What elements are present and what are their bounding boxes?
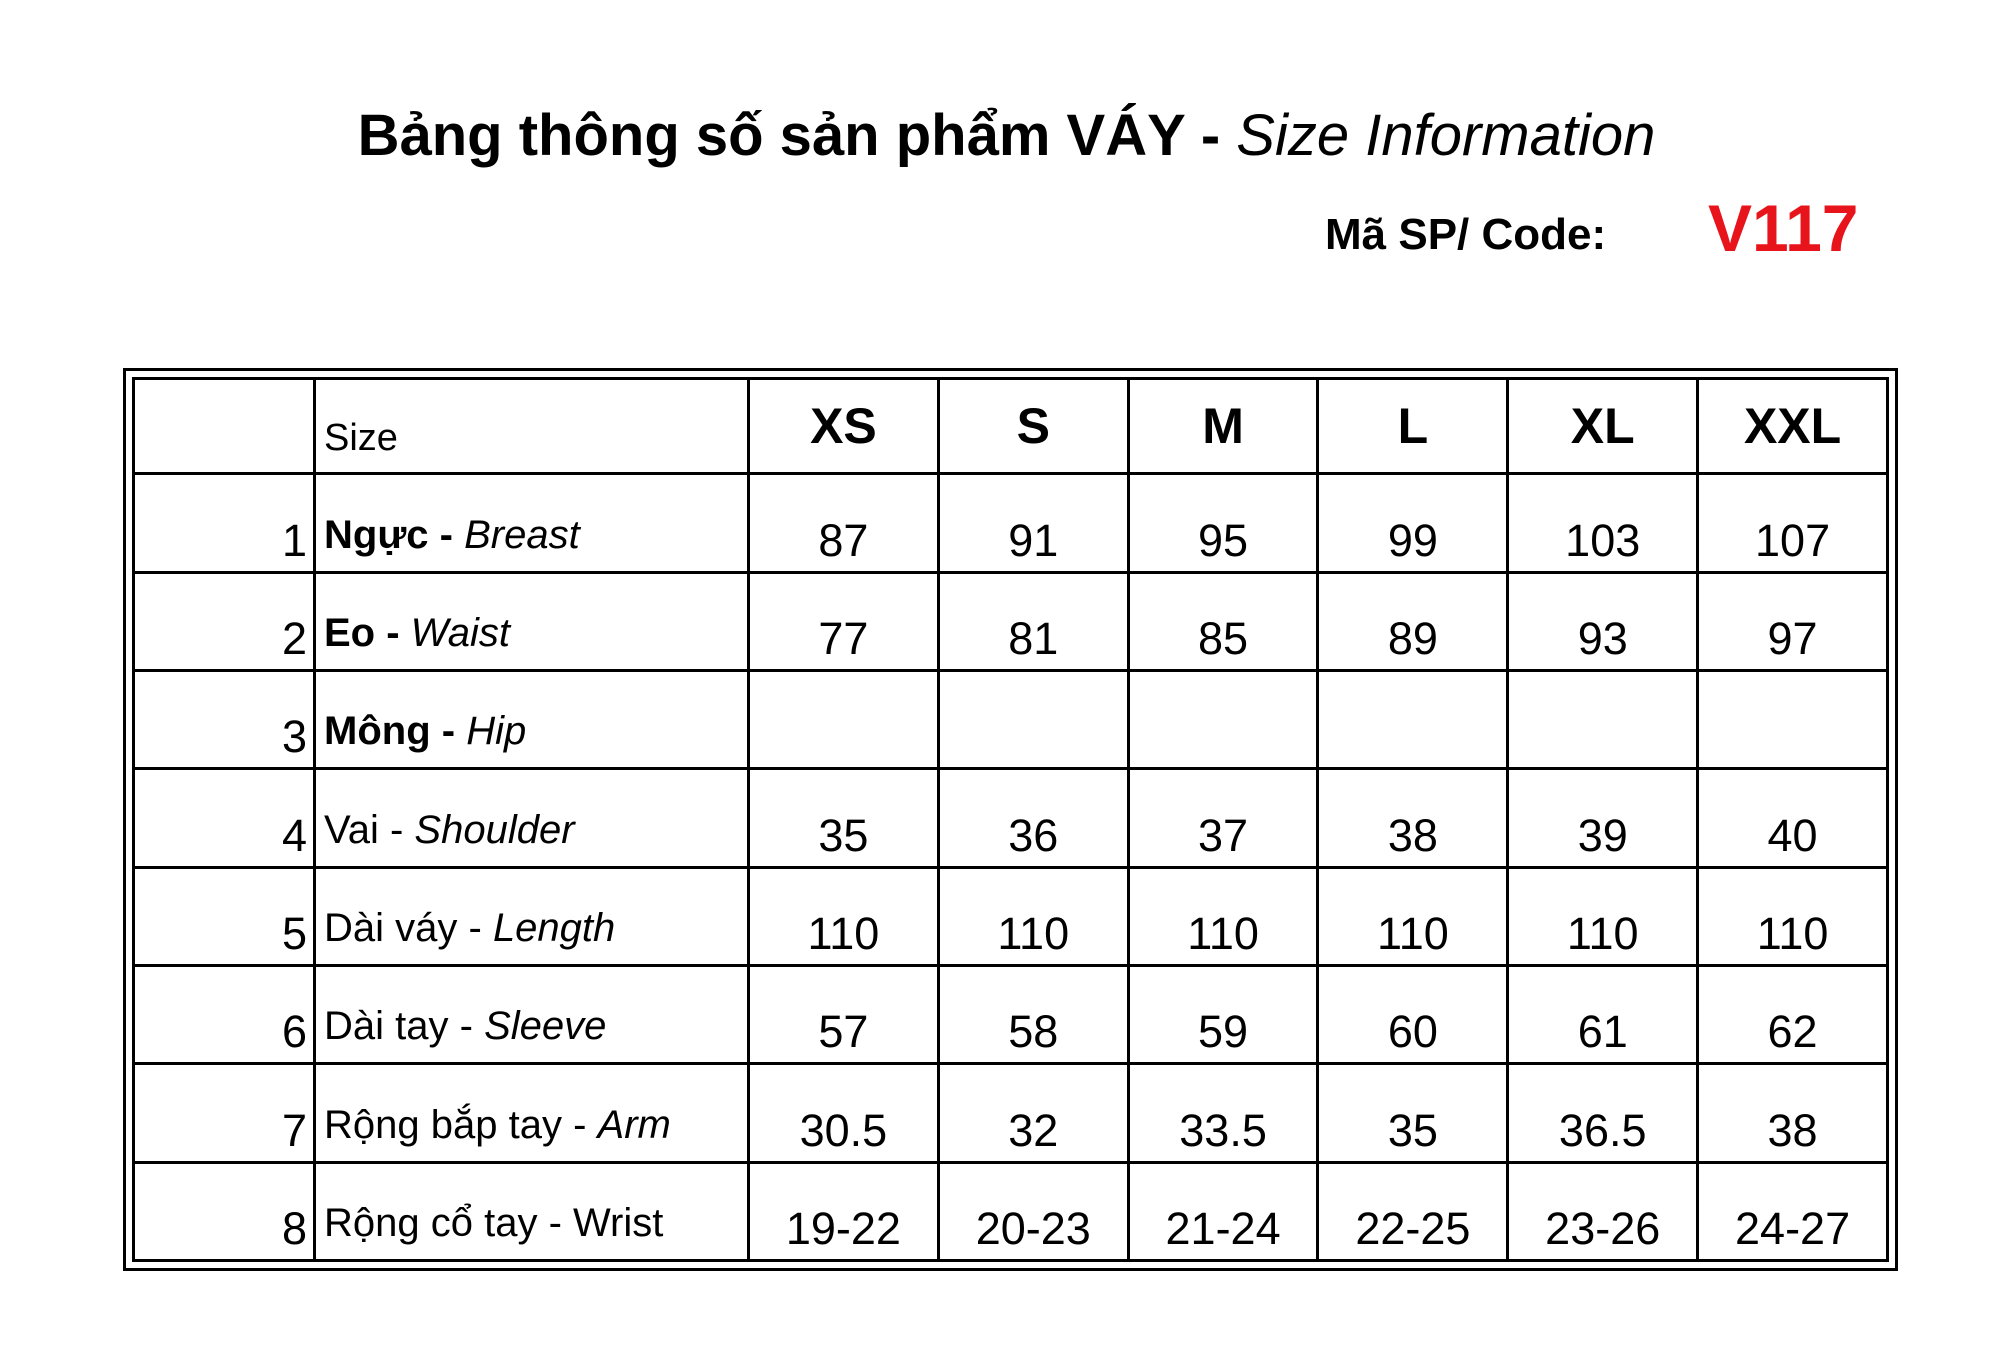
measurement-value: 32 (938, 1064, 1128, 1162)
row-number: 1 (134, 474, 315, 572)
measurement-label (315, 1162, 749, 1260)
measurement-value: 62 (1698, 965, 1888, 1063)
measurement-value: 99 (1318, 474, 1508, 572)
size-header-m: M (1128, 379, 1318, 474)
table-row (134, 1064, 1888, 1162)
measurement-label-vi: Rộng cổ tay - (324, 1201, 562, 1245)
measurement-value: 23-26 (1508, 1162, 1698, 1260)
measurement-value (938, 670, 1128, 768)
measurement-value: 103 (1508, 474, 1698, 572)
measurement-label (315, 769, 749, 867)
measurement-value: 20-23 (938, 1162, 1128, 1260)
measurement-label (315, 670, 749, 768)
measurement-value: 35 (749, 769, 939, 867)
measurement-value: 93 (1508, 572, 1698, 670)
measurement-value: 60 (1318, 965, 1508, 1063)
measurement-label-vi: Vai - (324, 807, 404, 852)
measurement-value: 61 (1508, 965, 1698, 1063)
title-vietnamese: Bảng thông số sản phẩm VÁY - (357, 103, 1221, 168)
title-english: Size Information (1236, 103, 1656, 168)
measurement-value: 35 (1318, 1064, 1508, 1162)
measurement-label-en: Hip (466, 709, 527, 754)
measurement-value: 40 (1698, 769, 1888, 867)
measurement-value: 89 (1318, 572, 1508, 670)
measurement-label-en: Arm (597, 1102, 671, 1147)
measurement-value: 59 (1128, 965, 1318, 1063)
measurement-value: 107 (1698, 474, 1888, 572)
row-number: 3 (134, 670, 315, 768)
measurement-value: 36.5 (1508, 1064, 1698, 1162)
table-header-row (134, 379, 1888, 474)
measurement-value (1508, 670, 1698, 768)
measurement-label (315, 1064, 749, 1162)
measurement-label-vi: Eo - (324, 610, 400, 655)
table-row (134, 867, 1888, 965)
table-row (134, 1162, 1888, 1260)
measurement-value: 87 (749, 474, 939, 572)
measurement-value: 30.5 (749, 1064, 939, 1162)
measurement-value: 39 (1508, 769, 1698, 867)
table-row (134, 769, 1888, 867)
size-table-frame (123, 368, 1898, 1271)
measurement-value: 19-22 (749, 1162, 939, 1260)
measurement-label-vi: Ngực - (324, 512, 453, 557)
measurement-label-en: Sleeve (484, 1004, 607, 1049)
measurement-value: 97 (1698, 572, 1888, 670)
row-number: 5 (134, 867, 315, 965)
table-row (134, 670, 1888, 768)
measurement-label (315, 572, 749, 670)
table-row (134, 572, 1888, 670)
measurement-value: 24-27 (1698, 1162, 1888, 1260)
measurement-value (1698, 670, 1888, 768)
measurement-label-en: Wrist (573, 1201, 664, 1245)
size-table (132, 377, 1889, 1262)
measurement-value (1318, 670, 1508, 768)
measurement-value: 110 (749, 867, 939, 965)
size-header-s: S (938, 379, 1128, 474)
measurement-value: 85 (1128, 572, 1318, 670)
size-header-xxl: XXL (1698, 379, 1888, 474)
measurement-value: 110 (938, 867, 1128, 965)
row-number: 7 (134, 1064, 315, 1162)
row-number: 8 (134, 1162, 315, 1260)
size-header-label: Size (315, 379, 749, 474)
measurement-value: 77 (749, 572, 939, 670)
measurement-value: 110 (1318, 867, 1508, 965)
product-code-value: V117 (1708, 191, 1859, 265)
measurement-value: 58 (938, 965, 1128, 1063)
measurement-value (749, 670, 939, 768)
row-number: 6 (134, 965, 315, 1063)
measurement-value: 110 (1508, 867, 1698, 965)
measurement-label-vi: Dài tay - (324, 1004, 473, 1049)
measurement-label-en: Breast (464, 512, 580, 557)
size-header-l: L (1318, 379, 1508, 474)
table-row (134, 474, 1888, 572)
measurement-label-en: Shoulder (414, 807, 575, 852)
measurement-value: 21-24 (1128, 1162, 1318, 1260)
measurement-label (315, 867, 749, 965)
measurement-value: 33.5 (1128, 1064, 1318, 1162)
measurement-value: 37 (1128, 769, 1318, 867)
measurement-value: 91 (938, 474, 1128, 572)
size-header-xs: XS (749, 379, 939, 474)
header-empty-cell (134, 379, 315, 474)
row-number: 2 (134, 572, 315, 670)
measurement-label-vi: Rộng bắp tay - (324, 1102, 587, 1147)
row-number: 4 (134, 769, 315, 867)
measurement-value: 57 (749, 965, 939, 1063)
measurement-value: 36 (938, 769, 1128, 867)
measurement-value: 110 (1128, 867, 1318, 965)
size-header-xl: XL (1508, 379, 1698, 474)
measurement-label (315, 965, 749, 1063)
size-table-body (134, 379, 1888, 1261)
measurement-value: 38 (1698, 1064, 1888, 1162)
measurement-label (315, 474, 749, 572)
table-row (134, 965, 1888, 1063)
measurement-value: 38 (1318, 769, 1508, 867)
measurement-label-vi: Dài váy - (324, 905, 482, 950)
measurement-value: 22-25 (1318, 1162, 1508, 1260)
measurement-value: 110 (1698, 867, 1888, 965)
measurement-value: 81 (938, 572, 1128, 670)
measurement-label-vi: Mông - (324, 709, 456, 754)
measurement-label-en: Waist (410, 610, 510, 655)
measurement-label-en: Length (492, 905, 616, 950)
page-title (0, 96, 2013, 176)
measurement-value: 95 (1128, 474, 1318, 572)
measurement-value (1128, 670, 1318, 768)
product-code-label: Mã SP/ Code: (1325, 210, 1607, 259)
